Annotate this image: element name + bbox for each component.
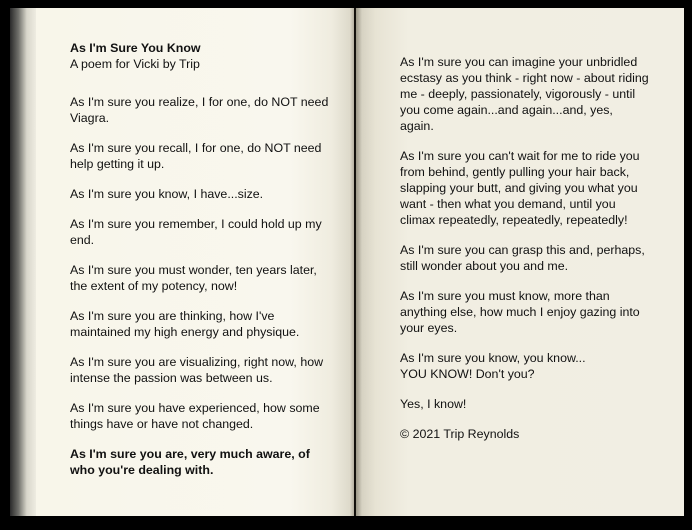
poem-line: your eyes. bbox=[400, 321, 458, 335]
stanza bbox=[400, 288, 674, 336]
poem-line: As I'm sure you know, you know... bbox=[400, 351, 586, 365]
poem-line: As I'm sure you remember, I could hold up my bbox=[70, 217, 322, 231]
book-spine bbox=[350, 8, 362, 516]
stanza bbox=[70, 354, 348, 386]
stanza bbox=[70, 94, 348, 126]
poem-line: the extent of my potency, now! bbox=[70, 279, 238, 293]
poem-line: things have or have not changed. bbox=[70, 417, 254, 431]
stanza bbox=[400, 350, 674, 382]
poem-line: intense the passion was between us. bbox=[70, 371, 273, 385]
right-page bbox=[356, 8, 684, 516]
poem-line: Viagra. bbox=[70, 111, 110, 125]
poem-line: ecstasy as you think - right now - about riding bbox=[400, 71, 649, 85]
poem-line: As I'm sure you realize, I for one, do NOT need bbox=[70, 95, 329, 109]
stanza-bold bbox=[70, 446, 348, 478]
stanza bbox=[70, 216, 348, 248]
poem-line: As I'm sure you are, very much aware, of bbox=[70, 447, 310, 461]
book-edge bbox=[10, 8, 38, 516]
stanza bbox=[70, 140, 348, 172]
poem-line: As I'm sure you have experienced, how some bbox=[70, 401, 320, 415]
poem-line: still wonder about you and me. bbox=[400, 259, 569, 273]
stanza bbox=[70, 400, 348, 432]
stanza bbox=[400, 242, 674, 274]
poem-line: As I'm sure you can grasp this and, perhaps, bbox=[400, 243, 645, 257]
poem-line: you come again...and again...and, yes, bbox=[400, 103, 613, 117]
poem-line: end. bbox=[70, 233, 95, 247]
poem-line: help getting it up. bbox=[70, 157, 165, 171]
stanza bbox=[70, 186, 348, 202]
poem-line: As I'm sure you must wonder, ten years later, bbox=[70, 263, 317, 277]
poem-line: As I'm sure you are thinking, how I've bbox=[70, 309, 275, 323]
poem-line: want - then what you demand, until you bbox=[400, 197, 616, 211]
poem-title: As I'm Sure You Know bbox=[70, 41, 201, 55]
poem-line: As I'm sure you recall, I for one, do NOT need bbox=[70, 141, 322, 155]
poem-subtitle: A poem for Vicki by Trip bbox=[70, 57, 200, 71]
left-page bbox=[36, 8, 354, 516]
poem-line: anything else, how much I enjoy gazing into bbox=[400, 305, 640, 319]
stanza bbox=[400, 396, 674, 412]
poem-line: As I'm sure you know, I have...size. bbox=[70, 187, 264, 201]
poem-line: slapping your butt, and giving you what you bbox=[400, 181, 638, 195]
stanza bbox=[70, 262, 348, 294]
stanza bbox=[400, 148, 674, 228]
stanza bbox=[70, 308, 348, 340]
poem-line: As I'm sure you are visualizing, right now, how bbox=[70, 355, 324, 369]
poem-line: As I'm sure you can't wait for me to ride you bbox=[400, 149, 640, 163]
poem-line: maintained my high energy and physique. bbox=[70, 325, 300, 339]
poem-line: me - deeply, passionately, vigorously - until bbox=[400, 87, 636, 101]
poem-line: again. bbox=[400, 119, 434, 133]
poem-line: As I'm sure you must know, more than bbox=[400, 289, 610, 303]
poem-line: YOU KNOW! Don't you? bbox=[400, 367, 535, 381]
poem-line: climax repeatedly, repeatedly, repeatedly! bbox=[400, 213, 628, 227]
open-book bbox=[10, 8, 684, 516]
poem-line: As I'm sure you can imagine your unbridled bbox=[400, 55, 638, 69]
poem-line: Yes, I know! bbox=[400, 397, 467, 411]
stanza bbox=[400, 54, 674, 134]
copyright-notice: © 2021 Trip Reynolds bbox=[400, 427, 520, 441]
poem-line: who you're dealing with. bbox=[70, 463, 214, 477]
poem-line: from behind, gently pulling your hair back, bbox=[400, 165, 630, 179]
